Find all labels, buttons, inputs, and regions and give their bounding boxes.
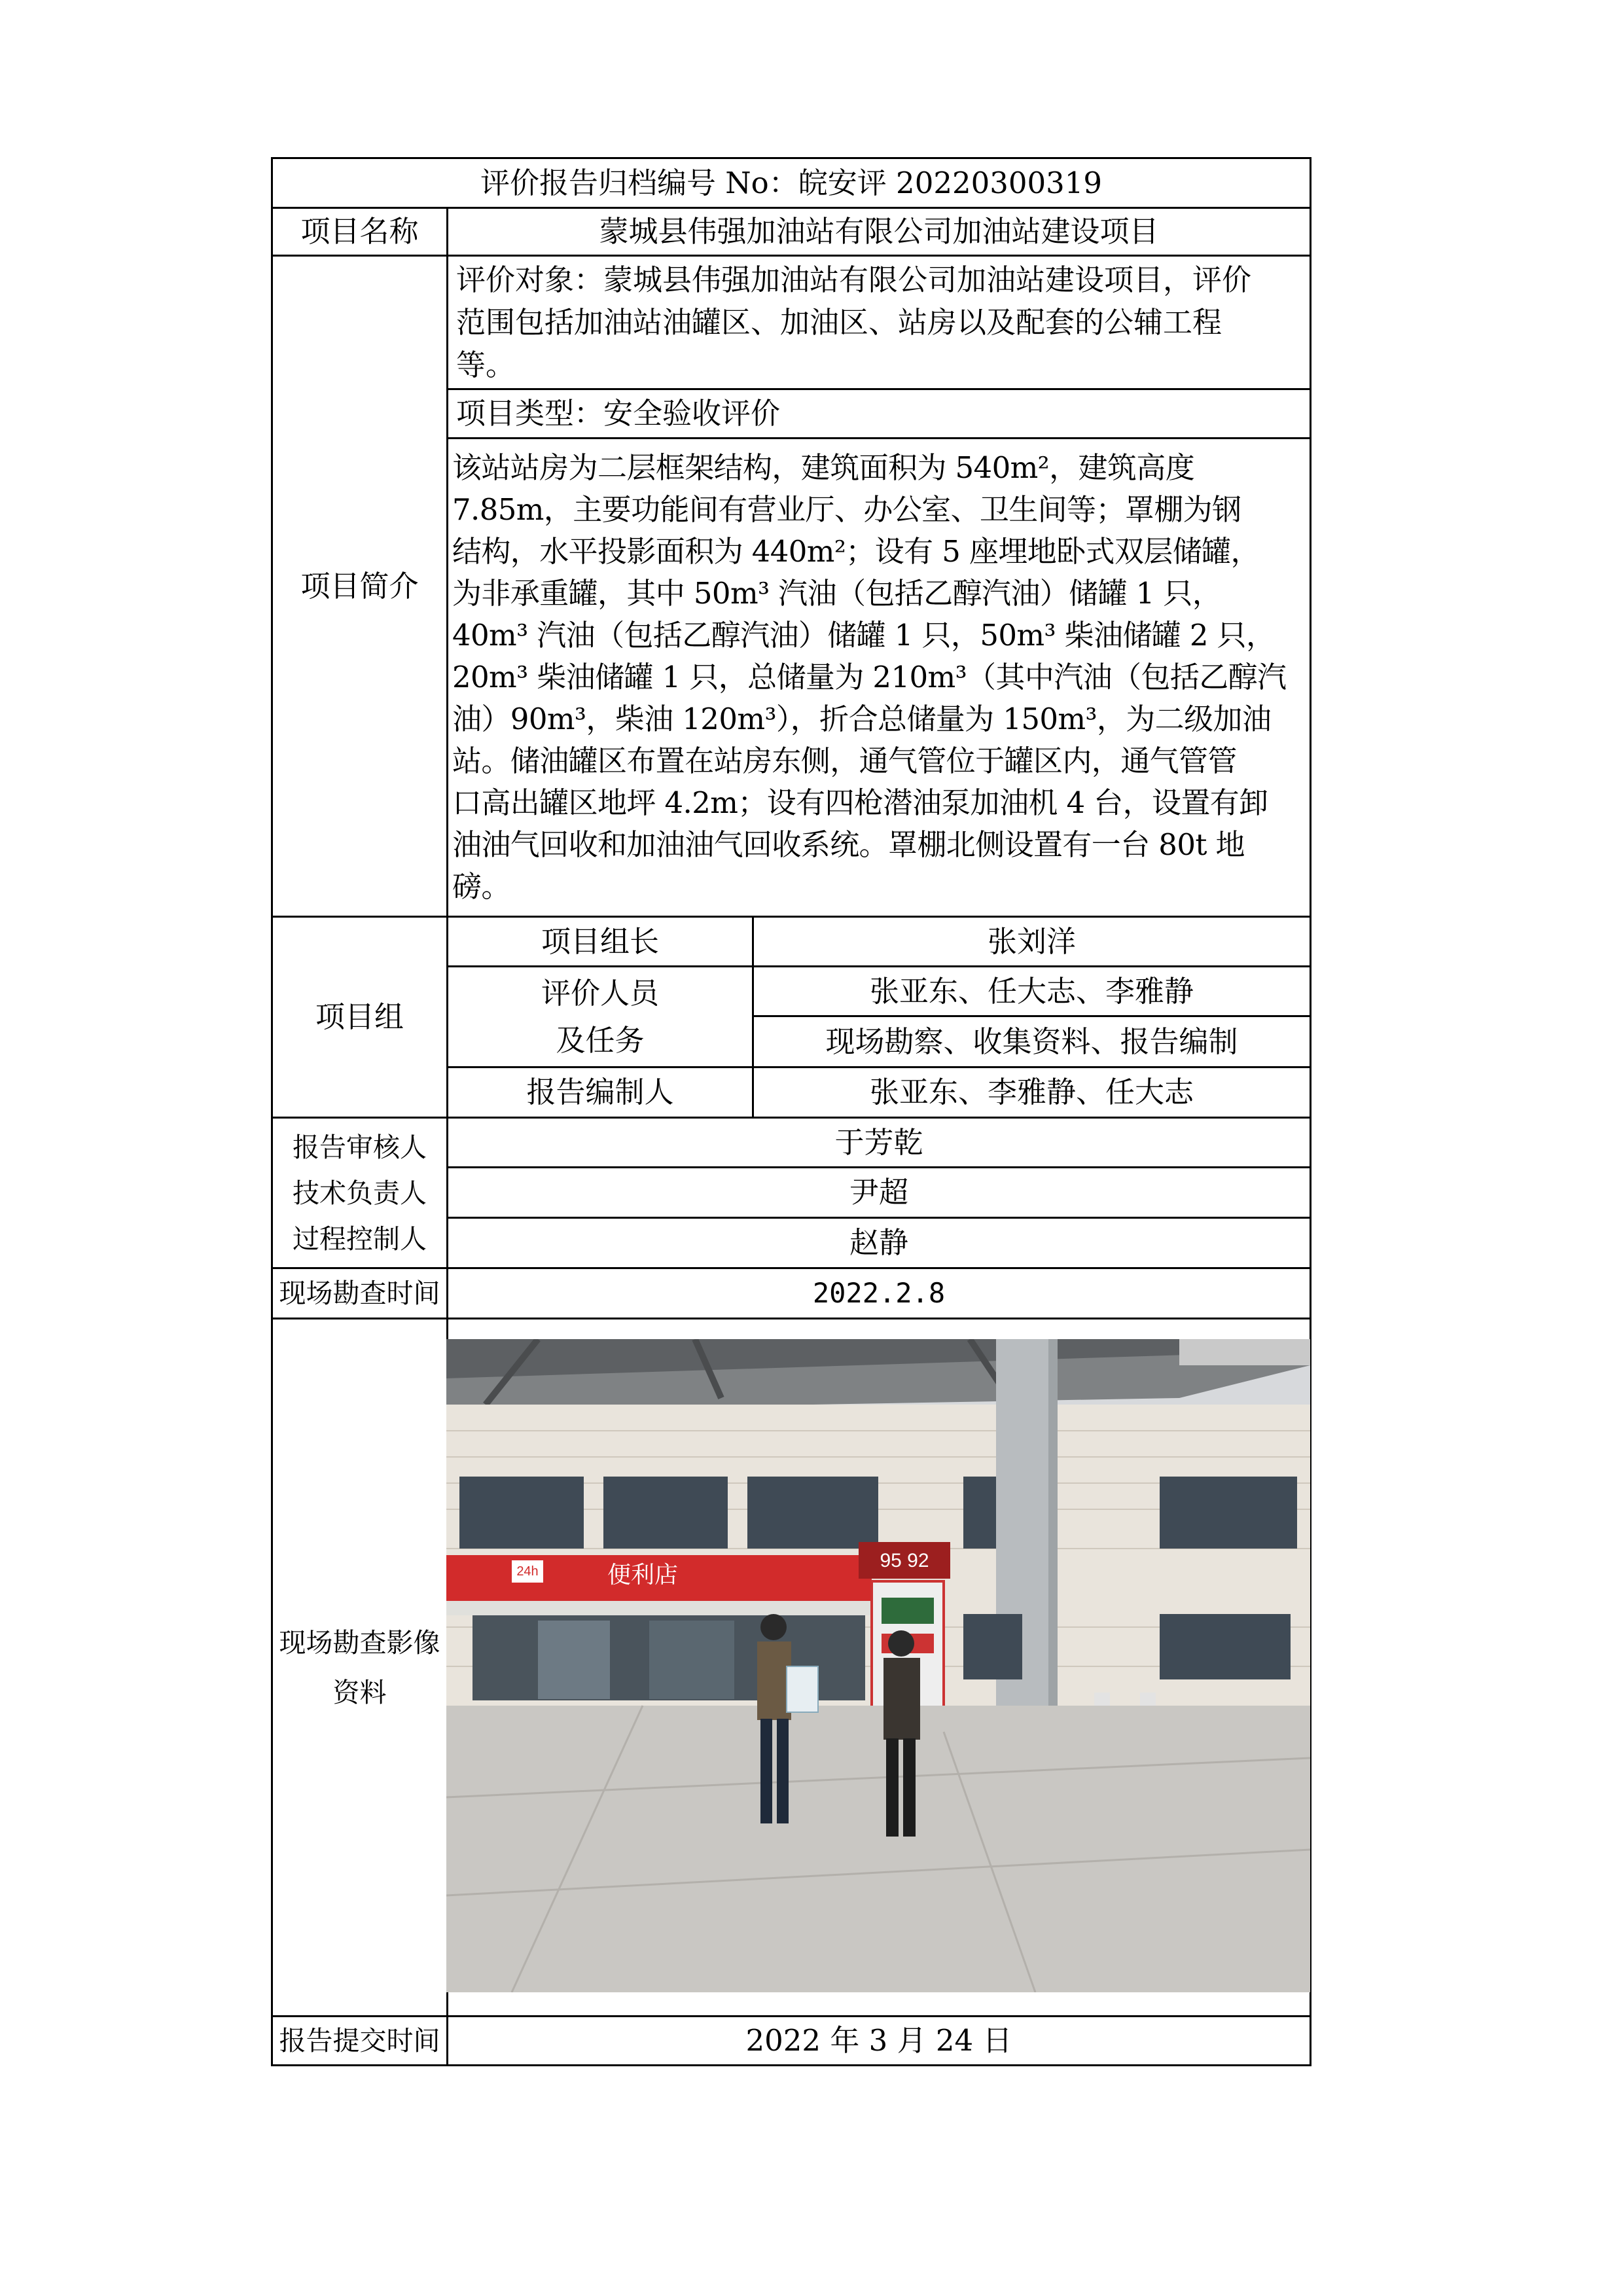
- store-sign: 便利店: [607, 1562, 679, 1588]
- project-intro-label-cell: [271, 255, 448, 918]
- tech-lead-value: 尹超: [849, 1175, 908, 1210]
- survey-time-label: 现场勘查时间: [279, 1278, 440, 1309]
- project-name-label: 项目名称: [300, 214, 419, 249]
- process-ctrl-value: 赵静: [849, 1225, 908, 1260]
- survey-images-label-line2: 资料: [332, 1676, 387, 1708]
- leader-label: 项目组长: [541, 924, 659, 959]
- survey-time-value-cell: [446, 1267, 1311, 1319]
- eval-object-text: [456, 259, 1251, 386]
- reviewer-value: 于芳乾: [834, 1124, 923, 1160]
- survey-images-label-line1: 现场勘查影像: [279, 1626, 440, 1659]
- eval-object-line: 评价对象：蒙城县伟强加油站有限公司加油站建设项目，评价: [456, 262, 1252, 297]
- leader-value: 张刘洋: [987, 924, 1076, 959]
- description-line: 油）90m³，柴油 120m³），折合总储量为 150m³，为二级加油: [452, 702, 1272, 736]
- review-labels-cell: [271, 1117, 448, 1269]
- description-line: 20m³ 柴油储罐 1 只，总储量为 210m³（其中汽油（包括乙醇汽: [452, 660, 1287, 694]
- project-group-label: 项目组: [315, 999, 404, 1034]
- project-group-label-cell: [271, 916, 448, 1119]
- evaluators-label-line2: 及任务: [556, 1022, 645, 1058]
- survey-images-label-cell: [271, 1318, 448, 2017]
- tasks-value: 现场勘察、收集资料、报告编制: [825, 1024, 1238, 1059]
- submit-time-label: 报告提交时间: [279, 2025, 440, 2056]
- evaluators-value: 张亚东、任大志、李雅静: [869, 973, 1194, 1009]
- tasks-value-cell: [752, 1015, 1311, 1068]
- submit-time-value-cell: [446, 2015, 1311, 2066]
- compiler-value-cell: [752, 1066, 1311, 1119]
- price-sign: 95 92: [880, 1550, 929, 1571]
- description-line: 该站站房为二层框架结构，建筑面积为 540m²，建筑高度: [452, 450, 1195, 485]
- leader-value-cell: [752, 916, 1311, 967]
- process-ctrl-label: 过程控制人: [293, 1223, 427, 1255]
- evaluators-label-cell: [446, 965, 754, 1068]
- archive-number: 评价报告归档编号 No：皖安评 20220300319: [480, 165, 1102, 200]
- description-text: [452, 447, 1286, 908]
- reviewer-value-cell: [446, 1117, 1311, 1168]
- compiler-label: 报告编制人: [526, 1075, 674, 1109]
- compiler-label-cell: [446, 1066, 754, 1119]
- eval-object-cell: [446, 255, 1311, 390]
- project-name-value: 蒙城县伟强加油站有限公司加油站建设项目: [599, 214, 1159, 249]
- eval-object-line: 范围包括加油站油罐区、加油区、站房以及配套的公辅工程: [456, 305, 1222, 340]
- project-name-value-cell: [446, 207, 1311, 257]
- gas-station-photo: [446, 1339, 1310, 1992]
- description-line: 站。储油罐区布置在站房东侧，通气管位于罐区内，通气管管: [452, 744, 1237, 778]
- project-type-cell: [446, 388, 1311, 439]
- description-line: 结构，水平投影面积为 440m²；设有 5 座埋地卧式双层储罐，: [452, 534, 1260, 569]
- compiler-value: 张亚东、李雅静、任大志: [869, 1075, 1194, 1109]
- description-cell: [446, 437, 1311, 918]
- evaluators-value-cell: [752, 965, 1311, 1017]
- project-name-label-cell: [271, 207, 448, 257]
- process-ctrl-value-cell: [446, 1217, 1311, 1269]
- survey-time-label-cell: [271, 1267, 448, 1319]
- description-line: 7.85m，主要功能间有营业厅、办公室、卫生间等；罩棚为钢: [452, 492, 1241, 527]
- submit-time-value: 2022 年 3 月 24 日: [745, 2023, 1012, 2058]
- description-line: 40m³ 汽油（包括乙醇汽油）储罐 1 只，50m³ 柴油储罐 2 只，: [452, 618, 1275, 653]
- submit-time-label-cell: [271, 2015, 448, 2066]
- description-line: 油油气回收和加油油气回收系统。罩棚北侧设置有一台 80t 地: [452, 827, 1245, 862]
- tech-lead-value-cell: [446, 1166, 1311, 1219]
- leader-label-cell: [446, 916, 754, 967]
- project-intro-label: 项目简介: [300, 568, 419, 603]
- store-prefix: 24h: [516, 1564, 539, 1579]
- survey-time-value: 2022.2.8: [812, 1277, 946, 1309]
- description-line: 磅。: [452, 869, 510, 904]
- eval-object-line: 等。: [456, 348, 516, 382]
- tech-lead-label: 技术负责人: [293, 1177, 427, 1209]
- description-line: 口高出罐区地坪 4.2m；设有四枪潜油泵加油机 4 台，设置有卸: [452, 785, 1268, 820]
- project-type: 项目类型：安全验收评价: [456, 396, 781, 431]
- archive-number-cell: [271, 157, 1311, 209]
- evaluators-label-line1: 评价人员: [541, 975, 659, 1011]
- reviewer-label: 报告审核人: [293, 1131, 427, 1163]
- description-line: 为非承重罐，其中 50m³ 汽油（包括乙醇汽油）储罐 1 只，: [452, 576, 1222, 611]
- survey-photo: [446, 1339, 1310, 1992]
